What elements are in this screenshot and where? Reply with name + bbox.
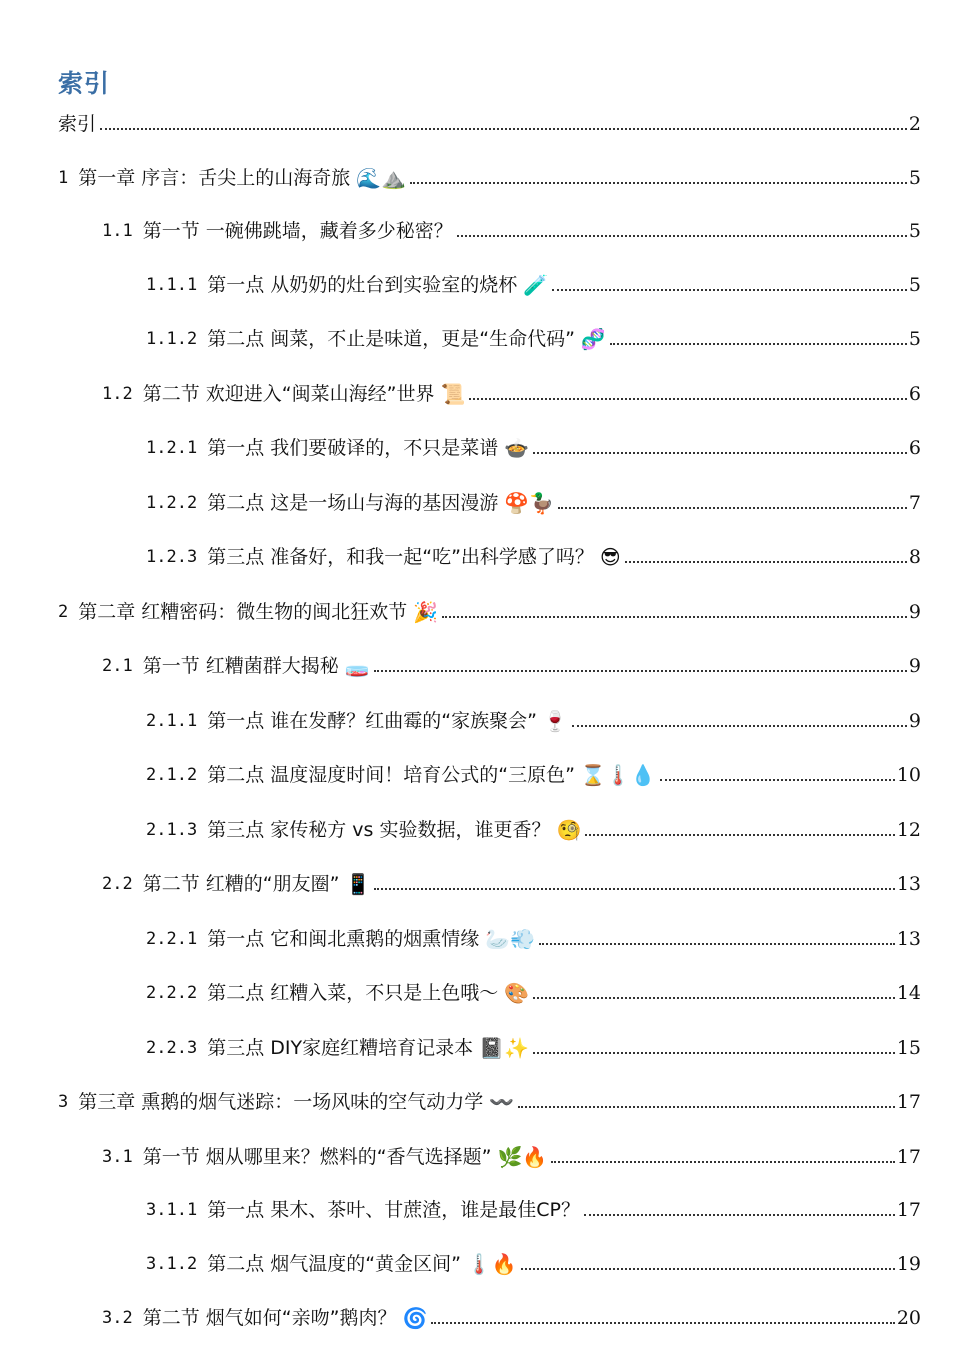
- toc-entry-number: 2.2.2: [146, 983, 198, 1003]
- dot-leader: [518, 1106, 895, 1108]
- toc-entry-page-number[interactable]: 7: [908, 492, 921, 514]
- dot-leader: [610, 343, 907, 345]
- dot-leader: [431, 1322, 894, 1324]
- toc-entry-emoji-icon: 😎: [599, 545, 621, 569]
- toc-entry-number: 1: [58, 168, 69, 188]
- toc-entry[interactable]: [146, 1247, 921, 1277]
- toc-entry-number: 2.2.3: [146, 1038, 198, 1058]
- toc-entry-emoji-icon: 🦢💨: [485, 927, 536, 951]
- toc-entry-page-number[interactable]: 9: [908, 710, 921, 732]
- toc-entry-emoji-icon: 🧪: [523, 273, 549, 297]
- toc-entry-emoji-icon: 🌊⛰️: [356, 166, 407, 190]
- toc-entry-emoji-icon: 🍷: [542, 709, 568, 733]
- toc-entry-title[interactable]: 第二章 红糟密码：微生物的闽北狂欢节: [78, 601, 408, 623]
- toc-entry-page-number[interactable]: 13: [896, 873, 921, 895]
- dot-leader: [660, 779, 895, 781]
- dot-leader: [533, 1052, 895, 1054]
- toc-entry-title[interactable]: 第一章 序言：舌尖上的山海奇旅: [78, 167, 351, 189]
- toc-entry-emoji-icon: 〰️: [489, 1090, 515, 1114]
- toc-entry-emoji-icon: 🌡️🔥: [466, 1252, 517, 1276]
- toc-entry-number: 2.1.2: [146, 765, 198, 785]
- toc-entry-emoji-icon: 🎉: [413, 600, 439, 624]
- toc-entry[interactable]: [146, 1031, 921, 1061]
- toc-entry-title[interactable]: 第三章 熏鹅的烟气迷踪：一场风味的空气动力学: [78, 1091, 484, 1113]
- toc-entry-number: 3.1.1: [146, 1200, 198, 1220]
- toc-entry-page-number[interactable]: 14: [896, 982, 921, 1004]
- toc-entry-page-number[interactable]: 5: [908, 274, 921, 296]
- dot-leader: [410, 182, 907, 184]
- toc-entry-number: 3.2: [102, 1308, 133, 1328]
- dot-leader: [625, 561, 907, 563]
- toc-entry-title[interactable]: 第一节 烟从哪里来？燃料的“香气选择题”: [142, 1146, 492, 1168]
- toc-entry[interactable]: [102, 1301, 921, 1331]
- toc-entry-title[interactable]: 第三点 家传秘方 vs 实验数据，谁更香？: [207, 819, 551, 841]
- toc-entry-emoji-icon: 📓✨: [479, 1036, 529, 1060]
- toc-entry-title[interactable]: 第一节 一碗佛跳墙，藏着多少秘密？: [142, 220, 453, 242]
- toc-entry-number: 2: [58, 602, 69, 622]
- toc-entry[interactable]: [146, 268, 921, 298]
- dot-leader: [552, 289, 907, 291]
- toc-entry-number: 1.1: [102, 221, 133, 241]
- toc-entry-page-number[interactable]: 5: [908, 220, 921, 242]
- dot-leader: [572, 725, 907, 727]
- toc-entry-emoji-icon: 🍄🦆: [504, 491, 555, 515]
- toc-entry[interactable]: [102, 214, 921, 244]
- toc-entry-page-number[interactable]: 17: [896, 1091, 921, 1113]
- dot-leader: [585, 834, 894, 836]
- toc-entry-title[interactable]: 第二节 欢迎进入“闽菜山海经”世界: [142, 383, 435, 405]
- toc-entry-emoji-icon: 🌿🔥: [497, 1145, 548, 1169]
- toc-entry-title[interactable]: 第三点 准备好，和我一起“吃”出科学感了吗？: [207, 546, 594, 568]
- toc-entry-page-number[interactable]: 9: [908, 655, 921, 677]
- toc-entry-emoji-icon: 📱: [345, 872, 371, 896]
- dot-leader: [558, 507, 907, 509]
- toc-entry-title[interactable]: 索引: [58, 113, 97, 135]
- toc-entry-title[interactable]: 第一点 我们要破译的，不只是菜谱: [207, 437, 499, 459]
- toc-entry-title[interactable]: 第二节 红糟的“朋友圈”: [142, 873, 340, 895]
- toc-entry-page-number[interactable]: 15: [896, 1037, 921, 1059]
- toc-entry-page-number[interactable]: 17: [896, 1199, 921, 1221]
- toc-entry-emoji-icon: ⌛🌡️💧: [580, 763, 656, 787]
- toc-entry-number: 3.1: [102, 1147, 133, 1167]
- toc-entry-emoji-icon: 🎨: [504, 981, 530, 1005]
- toc-entry-page-number[interactable]: 17: [896, 1146, 921, 1168]
- dot-leader: [442, 616, 907, 618]
- toc-entry[interactable]: [146, 322, 921, 352]
- toc-entry-number: 3: [58, 1092, 69, 1112]
- toc-entry[interactable]: [102, 867, 921, 897]
- toc-entry[interactable]: [102, 377, 921, 407]
- dot-leader: [521, 1268, 895, 1270]
- toc-entry-number: 1.2.1: [146, 438, 198, 458]
- toc-entry-emoji-icon: 🧬: [580, 327, 606, 351]
- dot-leader: [374, 670, 907, 672]
- toc-entry-number: 1.2: [102, 384, 133, 404]
- dot-leader: [533, 997, 895, 999]
- toc-entry-number: 2.1: [102, 656, 133, 676]
- toc-entry-emoji-icon: 🍲: [504, 436, 530, 460]
- toc-entry-page-number[interactable]: 19: [896, 1253, 921, 1275]
- toc-entry-page-number[interactable]: 6: [908, 437, 921, 459]
- toc-entry-page-number[interactable]: 10: [896, 764, 921, 786]
- toc-entry-emoji-icon: 🌀: [402, 1306, 428, 1330]
- toc-entry-title[interactable]: 第二节 烟气如何“亲吻”鹅肉？: [142, 1307, 397, 1329]
- toc-entry-number: 2.1.3: [146, 820, 198, 840]
- toc-entry-number: 2.1.1: [146, 711, 198, 731]
- toc-entry-emoji-icon: 📜: [440, 382, 466, 406]
- toc-entry-number: 1.1.2: [146, 329, 198, 349]
- toc-entry[interactable]: [58, 1085, 921, 1115]
- dot-leader: [100, 128, 907, 130]
- dot-leader: [584, 1214, 895, 1216]
- toc-entry-number: 2.2.1: [146, 929, 198, 949]
- toc-entry-number: 1.1.1: [146, 275, 198, 295]
- dot-leader: [533, 452, 907, 454]
- dot-leader: [374, 888, 894, 890]
- dot-leader: [469, 398, 907, 400]
- toc-entry[interactable]: [102, 649, 921, 679]
- toc-entry-page-number[interactable]: 6: [908, 383, 921, 405]
- toc-entry-page-number[interactable]: 5: [908, 167, 921, 189]
- dot-leader: [551, 1161, 895, 1163]
- toc-entry-title[interactable]: 第二点 这是一场山与海的基因漫游: [207, 492, 499, 514]
- toc-entry-title[interactable]: 第一点 果木、茶叶、甘蔗渣，谁是最佳CP？: [207, 1199, 580, 1221]
- toc-entry-title[interactable]: 第二点 闽菜，不止是味道，更是“生命代码”: [207, 328, 575, 350]
- toc-entry-title[interactable]: 第一点 从奶奶的灶台到实验室的烧杯: [207, 274, 518, 296]
- toc-entry-number: 1.2.2: [146, 493, 198, 513]
- toc-entry[interactable]: [58, 595, 921, 625]
- toc-entry-number: 3.1.2: [146, 1254, 198, 1274]
- toc-entry-page-number[interactable]: 5: [908, 328, 921, 350]
- toc-entry-title[interactable]: 第二点 红糟入菜，不只是上色哦～: [207, 982, 499, 1004]
- toc-entry[interactable]: [146, 704, 921, 734]
- toc-entry-page-number[interactable]: 2: [908, 113, 921, 135]
- toc-entry[interactable]: [146, 431, 921, 461]
- toc-entry-title[interactable]: 第二点 温度湿度时间！培育公式的“三原色”: [207, 764, 575, 786]
- toc-entry-title[interactable]: 第一节 红糟菌群大揭秘: [142, 655, 339, 677]
- toc-entry[interactable]: [146, 922, 921, 952]
- toc-entry[interactable]: [102, 1140, 921, 1170]
- toc-entry[interactable]: [146, 813, 921, 843]
- toc-entry-page-number[interactable]: 8: [908, 546, 921, 568]
- toc-entry[interactable]: [146, 758, 921, 788]
- toc-entry-emoji-icon: 🧫: [344, 654, 370, 678]
- toc-entry-page-number[interactable]: 20: [896, 1307, 921, 1329]
- toc-entry[interactable]: [146, 1193, 921, 1223]
- dot-leader: [539, 943, 895, 945]
- toc-entry-title[interactable]: 第一点 谁在发酵？红曲霉的“家族聚会”: [207, 710, 537, 732]
- toc-entry-number: 1.2.3: [146, 547, 198, 567]
- toc-entry[interactable]: [146, 486, 921, 516]
- toc-heading: 索引: [58, 69, 111, 98]
- toc-entry[interactable]: [58, 161, 921, 191]
- toc-entry-emoji-icon: 🧐: [556, 818, 582, 842]
- toc-entry-title[interactable]: 第二点 烟气温度的“黄金区间”: [207, 1253, 461, 1275]
- toc-entry[interactable]: [146, 976, 921, 1006]
- toc-entry-title[interactable]: 第三点 DIY家庭红糟培育记录本: [207, 1037, 474, 1059]
- toc-entry[interactable]: [58, 107, 921, 137]
- toc-entry-page-number[interactable]: 13: [896, 928, 921, 950]
- toc-entry-page-number[interactable]: 12: [896, 819, 921, 841]
- toc-entry[interactable]: [146, 540, 921, 570]
- toc-entry-number: 2.2: [102, 874, 133, 894]
- toc-entry-page-number[interactable]: 9: [908, 601, 921, 623]
- dot-leader: [457, 235, 907, 237]
- toc-entry-title[interactable]: 第一点 它和闽北熏鹅的烟熏情缘: [207, 928, 480, 950]
